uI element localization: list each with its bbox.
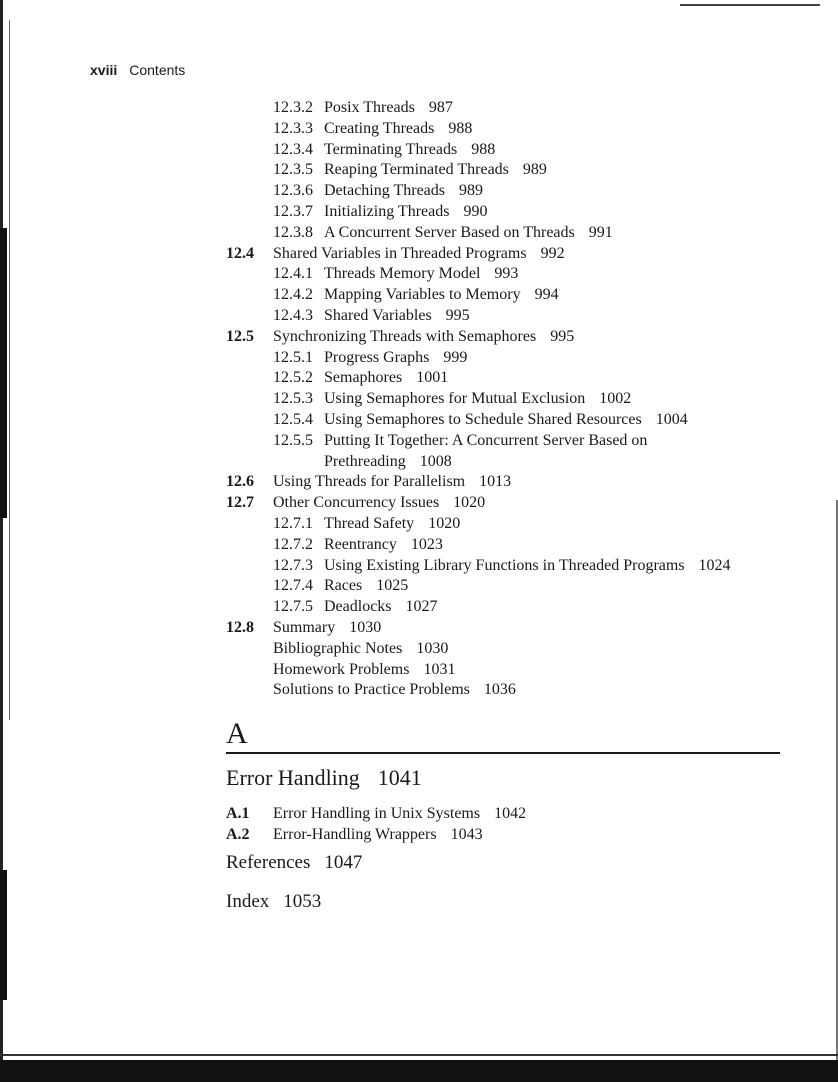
toc-entry-page: 1025	[376, 577, 409, 595]
toc-entry-title-text: Semaphores	[324, 369, 403, 387]
toc-entry-page: 1036	[483, 681, 516, 699]
toc-entry-title	[324, 160, 547, 181]
references-entry	[226, 852, 362, 874]
toc-entry-title	[324, 514, 460, 535]
toc-entry	[226, 119, 786, 140]
toc-entry	[226, 618, 786, 639]
toc-entry	[226, 327, 786, 348]
toc-entry-page: 1024	[698, 556, 731, 574]
toc-entry-title	[324, 285, 559, 306]
toc-entry-number: 12.3.4	[273, 140, 313, 158]
toc-entry-page: 1001	[416, 369, 449, 387]
references-title: References	[226, 852, 311, 873]
toc-entry-number: 12.8	[226, 618, 254, 636]
toc-entry-title-text: Initializing Threads	[324, 202, 450, 220]
toc-entry-number: 12.5.2	[273, 369, 313, 387]
toc-entry-title-text: Using Threads for Parallelism	[273, 473, 466, 491]
toc-entry-title	[324, 119, 472, 140]
toc-entry-title	[324, 98, 453, 119]
toc-entry-number: 12.7.2	[273, 535, 313, 553]
toc-entry-page: 988	[471, 140, 496, 158]
toc-entry-page: 993	[494, 265, 519, 283]
toc-entry-title-text: Bibliographic Notes	[273, 639, 403, 657]
toc-entry-title	[273, 472, 511, 493]
toc-entry-number: 12.3.5	[273, 161, 313, 179]
toc-entry	[226, 98, 786, 119]
toc-entry-number: A.2	[226, 825, 250, 843]
toc-entry-page: 1002	[599, 390, 632, 408]
toc-entry-title-text: Shared Variables	[324, 306, 432, 324]
appendix-rule	[226, 752, 780, 754]
toc-entry-page: 1023	[410, 535, 443, 553]
toc-entry	[226, 493, 786, 514]
toc-entry-number: 12.6	[226, 473, 254, 491]
toc-entry	[226, 140, 786, 161]
toc-entry-number: 12.3.8	[273, 223, 313, 241]
toc-entry-title	[324, 410, 688, 431]
toc-entry-number: 12.3.2	[273, 99, 313, 116]
toc-entry-title-text: Using Semaphores for Mutual Exclusion	[324, 390, 586, 408]
toc-entry-title-text: Solutions to Practice Problems	[273, 681, 470, 699]
toc-entry-page: 1004	[655, 410, 688, 428]
toc-entry-title-text: Creating Threads	[324, 119, 435, 137]
toc-entry-title-text: Posix Threads	[324, 99, 415, 116]
running-head	[90, 62, 185, 78]
toc-entry	[226, 597, 786, 618]
scan-edge-line	[9, 20, 10, 720]
toc-entry-title	[273, 618, 381, 639]
toc-entry-title-text: Using Existing Library Functions in Threaded Programs	[324, 556, 685, 574]
toc-entry-title-text: Threads Memory Model	[324, 265, 481, 283]
toc-entry-title-text: Homework Problems	[273, 660, 410, 678]
page-number: xviii	[90, 62, 118, 78]
toc-entry-number: 12.3.6	[273, 182, 313, 200]
toc-entry-number: 12.4	[226, 244, 254, 262]
toc-entry-page: 1031	[423, 660, 456, 678]
toc-entry-page: 990	[463, 202, 488, 220]
toc-entry-title	[273, 660, 455, 681]
toc-entry-title	[324, 389, 631, 410]
toc-entry-number: 12.7.3	[273, 556, 313, 574]
toc-entry	[226, 680, 786, 701]
toc-entry-number: 12.4.1	[273, 265, 313, 283]
index-page: 1053	[283, 891, 322, 912]
appendix-section	[226, 804, 780, 825]
appendix-section	[226, 825, 780, 846]
toc-entry	[226, 306, 786, 327]
toc-entry-number: 12.5.4	[273, 410, 313, 428]
toc-entry-title	[273, 680, 516, 701]
toc-entry-number: 12.3.3	[273, 119, 313, 137]
toc-entry-title-text: A Concurrent Server Based on Threads	[324, 223, 575, 241]
appendix-title-text: Error Handling	[226, 765, 360, 790]
toc-entry-title-text: Putting It Together: A Concurrent Server Based on	[324, 431, 648, 449]
toc-entry-title	[273, 327, 574, 348]
toc-entry-title	[324, 306, 470, 327]
toc-entry	[226, 244, 786, 265]
toc-entry-title	[324, 348, 467, 369]
toc-entry-title-text: Progress Graphs	[324, 348, 430, 366]
toc-entry-page: 994	[534, 286, 559, 304]
scan-edge-top	[680, 4, 820, 6]
toc-entry-title	[324, 556, 731, 577]
toc-entry	[226, 452, 786, 473]
toc-entry-title	[324, 140, 495, 161]
toc-entry-page: 992	[540, 244, 565, 262]
toc-entry	[226, 431, 786, 452]
index-entry	[226, 891, 321, 913]
toc-entry-page: 989	[522, 161, 547, 179]
scan-edge-bottom	[0, 1060, 838, 1082]
toc-entry-title-text: Using Semaphores to Schedule Shared Resources	[324, 410, 642, 428]
toc-entry-title-text: Synchronizing Threads with Semaphores	[273, 327, 537, 345]
toc-entry-title-text: Error-Handling Wrappers	[273, 825, 437, 843]
toc-entry	[226, 223, 786, 244]
toc-entry-title	[273, 804, 526, 825]
toc-entry-number: 12.4.2	[273, 286, 313, 304]
toc-entry-page: 999	[443, 348, 468, 366]
toc-entry	[226, 264, 786, 285]
toc-entry-number: 12.5.1	[273, 348, 313, 366]
toc-entry-title	[324, 597, 438, 618]
toc-entry-title	[324, 452, 452, 473]
toc-entry	[226, 639, 786, 660]
toc-entry-title	[324, 223, 613, 244]
toc-entry-page: 995	[550, 327, 575, 345]
appendix-title	[226, 764, 780, 792]
toc-entry-page: 1043	[450, 825, 483, 843]
toc-entry-page: 988	[448, 119, 473, 137]
toc-entry-page: 1020	[428, 514, 461, 532]
toc-entry-title	[324, 576, 408, 597]
appendix-sections	[226, 804, 780, 846]
toc-entry	[226, 535, 786, 556]
toc-entry-number: 12.5.3	[273, 390, 313, 408]
toc-entry-number: 12.7.1	[273, 514, 313, 532]
toc-entry-title-text: Reaping Terminated Threads	[324, 161, 509, 179]
toc-entry-number: 12.7.4	[273, 577, 313, 595]
toc-list	[226, 98, 786, 701]
toc-entry-title-text: Terminating Threads	[324, 140, 458, 158]
toc-entry	[226, 472, 786, 493]
toc-entry-title-text: Prethreading	[324, 452, 406, 470]
toc-entry-title-text: Shared Variables in Threaded Programs	[273, 244, 527, 262]
scan-edge-bottom-line	[0, 1054, 838, 1056]
toc-entry-page: 991	[588, 223, 613, 241]
toc-entry	[226, 368, 786, 389]
toc-entry	[226, 160, 786, 181]
toc-entry-title	[273, 639, 448, 660]
toc-entry	[226, 202, 786, 223]
toc-entry	[226, 181, 786, 202]
toc-entry	[226, 660, 786, 681]
toc-entry-page: 1008	[419, 452, 452, 470]
toc-entry-page: 1027	[405, 598, 438, 616]
toc-entry	[226, 410, 786, 431]
toc-entry-title	[324, 535, 443, 556]
toc-entry	[226, 576, 786, 597]
scan-shadow	[0, 228, 7, 518]
appendix-page: 1041	[377, 765, 422, 790]
scan-shadow	[0, 870, 7, 1000]
toc-entry	[226, 556, 786, 577]
toc-entry-page: 1030	[349, 618, 382, 636]
appendix-letter: A	[226, 717, 248, 750]
toc-entry-number: 12.4.3	[273, 306, 313, 324]
running-title: Contents	[129, 62, 186, 78]
toc-entry-page: 1042	[494, 805, 527, 822]
toc-entry-title-text: Summary	[273, 618, 336, 636]
toc-entry-number: 12.7	[226, 494, 254, 512]
toc-entry	[226, 285, 786, 306]
appendix-block	[226, 718, 780, 846]
toc-entry-title	[324, 368, 448, 389]
toc-entry-title	[324, 264, 518, 285]
toc-entry-title	[273, 493, 485, 514]
toc-entry-page: 1030	[416, 639, 449, 657]
toc-entry-page: 995	[445, 306, 470, 324]
toc-entry	[226, 514, 786, 535]
toc-entry-title-text: Thread Safety	[324, 514, 415, 532]
toc-entry-title-text: Error Handling in Unix Systems	[273, 805, 481, 822]
toc-entry-title	[324, 202, 487, 223]
toc-entry	[226, 389, 786, 410]
toc-entry-title-text: Detaching Threads	[324, 182, 445, 200]
toc-entry-title-text: Other Concurrency Issues	[273, 494, 440, 512]
toc-entry-title-text: Mapping Variables to Memory	[324, 286, 521, 304]
toc-entry-title-text: Reentrancy	[324, 535, 397, 553]
toc-entry-number: 12.3.7	[273, 202, 313, 220]
toc-entry-number: 12.7.5	[273, 598, 313, 616]
toc-entry-number: A.1	[226, 805, 250, 822]
references-page: 1047	[324, 852, 363, 873]
index-title: Index	[226, 891, 270, 912]
toc-entry-title	[273, 825, 483, 846]
toc-entry-title	[273, 244, 565, 265]
toc-entry-title-text: Deadlocks	[324, 598, 392, 616]
toc-entry-page: 1020	[453, 494, 486, 512]
toc-entry	[226, 348, 786, 369]
toc-entry-page: 989	[459, 182, 483, 200]
toc-entry-page: 1013	[479, 473, 512, 491]
toc-entry-title	[324, 181, 483, 202]
toc-entry-title	[324, 431, 647, 452]
toc-entry-number: 12.5	[226, 327, 254, 345]
toc-entry-title-text: Races	[324, 577, 363, 595]
toc-entry-page: 987	[428, 99, 453, 116]
toc-entry-number: 12.5.5	[273, 431, 313, 449]
